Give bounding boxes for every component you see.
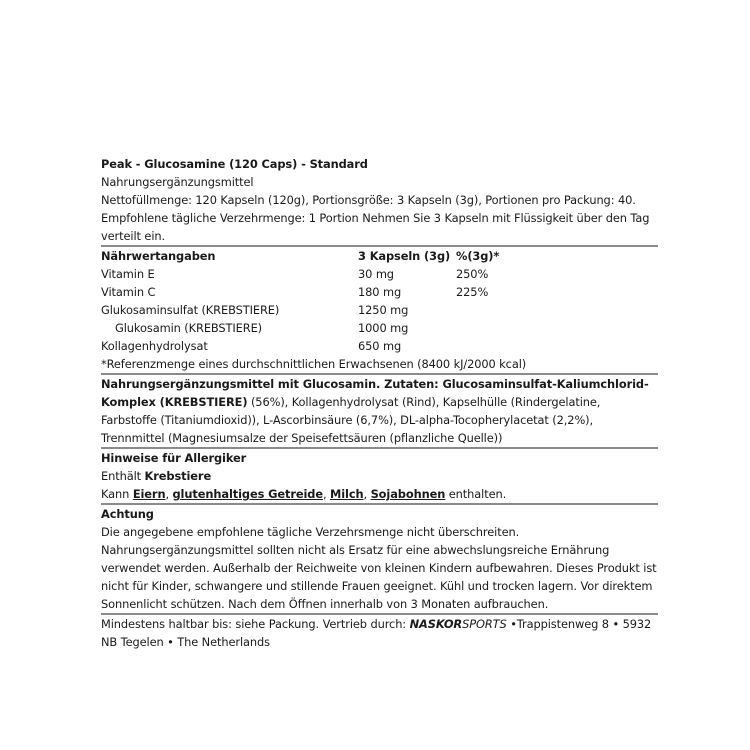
allergen-item: Eiern: [132, 487, 166, 501]
allergen-separator: ,: [363, 487, 371, 501]
table-row: [101, 301, 658, 319]
nutrient-amount: 1250 mg: [358, 303, 409, 317]
nutrient-amount: 180 mg: [358, 285, 402, 299]
nutrient-name: Glukosaminsulfat (KREBSTIERE): [101, 303, 280, 317]
brand-name-italic: SPORTS: [462, 617, 507, 631]
nutrient-name: Vitamin C: [101, 285, 156, 299]
recommended-intake: Empfohlene tägliche Verzehrmenge: 1 Portion Nehmen Sie 3 Kapseln mit Flüssigkeit über den Tag verteilt ein.: [101, 211, 650, 243]
warning-section: [101, 505, 658, 613]
table-row: [101, 319, 658, 337]
brand-name-bold: NASKOR: [409, 617, 463, 631]
product-category: Nahrungsergänzungsmittel: [101, 175, 254, 189]
may-contain-prefix: Kann: [101, 487, 133, 501]
allergen-heading: Hinweise für Allergiker: [101, 451, 247, 465]
nutrient-name: Kollagenhydrolysat: [101, 339, 208, 353]
allergen-item: Sojabohnen: [370, 487, 446, 501]
header-per-serving: 3 Kapseln (3g): [358, 249, 451, 263]
allergen-separator: ,: [322, 487, 331, 501]
allergen-may-contain: [101, 485, 658, 503]
nutrient-percent: 250%: [456, 267, 489, 281]
table-row: [101, 265, 658, 283]
contains-prefix: Enthält: [101, 469, 145, 483]
nutrient-name: Vitamin E: [101, 267, 155, 281]
ingredients-text: (56%), Kollagenhydrolysat (Rind), Kapselhülle (Rindergelatine, Farbstoffe (Titaniumdioxid)), L-Ascorbinsäure (6,7%), DL-alpha-Tocopherylacetat (2,2%), Trennmittel (Magnesiumsalze der Speisefettsäuren (pflanzliche Quelle)): [101, 395, 601, 445]
net-contents: Nettofüllmenge: 120 Kapseln (120g), Portionsgröße: 3 Kapseln (3g), Portionen pro Packung: 40.: [101, 193, 636, 207]
footer-distributor: [101, 615, 658, 651]
table-row: [101, 283, 658, 301]
nutrient-amount: 30 mg: [358, 267, 394, 281]
nutrition-header-row: [101, 247, 658, 265]
nutrient-percent: [456, 319, 658, 337]
allergen-item: glutenhaltiges Getreide: [172, 487, 323, 501]
nutrient-percent: [456, 301, 658, 319]
nutrient-amount: 650 mg: [358, 339, 402, 353]
product-title: Peak - Glucosamine (120 Caps) - Standard: [101, 157, 368, 171]
allergen-section: [101, 449, 658, 503]
nutrition-table: [101, 247, 658, 355]
warning-heading: Achtung: [101, 507, 154, 521]
distributor-address: •Trappistenweg 8 • 5932 NB Tegelen • The Netherlands: [101, 617, 652, 649]
table-row: [101, 337, 658, 355]
may-contain-suffix: enthalten.: [448, 487, 507, 501]
allergen-contains: [101, 467, 658, 485]
warning-text: Die angegebene empfohlene tägliche Verzehrsmenge nicht überschreiten. Nahrungsergänzungsmittel sollten nicht als Ersatz für eine abwechslungsreiche Ernährung verwendet werden. Außerhalb der Reichweite von kleinen Kindern aufbewahren. Dieses Produkt ist nicht für Kinder, schwangere und stillende Frauen geeignet. Kühl und trocken lagern. Vor direktem Sonnenlicht schützen. Nach dem Öffnen innerhalb von 3 Monaten aufbrauchen.: [101, 525, 657, 611]
header-percent: %(3g)*: [456, 249, 500, 263]
contains-allergen: Krebstiere: [144, 469, 212, 483]
nutrient-name: Glukosamin (KREBSTIERE): [115, 321, 263, 335]
product-label: [101, 155, 658, 651]
best-before: Mindestens haltbar bis: siehe Packung. Vertrieb durch:: [101, 617, 410, 631]
nutrition-footnote: *Referenzmenge eines durchschnittlichen Erwachsenen (8400 kJ/2000 kcal): [101, 357, 527, 371]
nutrient-percent: 225%: [456, 285, 489, 299]
nutrient-amount: 1000 mg: [358, 321, 409, 335]
allergen-item: Milch: [330, 487, 364, 501]
ingredients-intro: Nahrungsergänzungsmittel mit Glucosamin. Zutaten: Glucosaminsulfat-Kaliumchlorid-Komplex (KREBSTIERE): [101, 377, 649, 409]
ingredients-section: [101, 375, 658, 447]
header-nutrient: Nährwertangaben: [101, 249, 216, 263]
allergen-separator: ,: [165, 487, 173, 501]
nutrient-percent: [456, 337, 658, 355]
